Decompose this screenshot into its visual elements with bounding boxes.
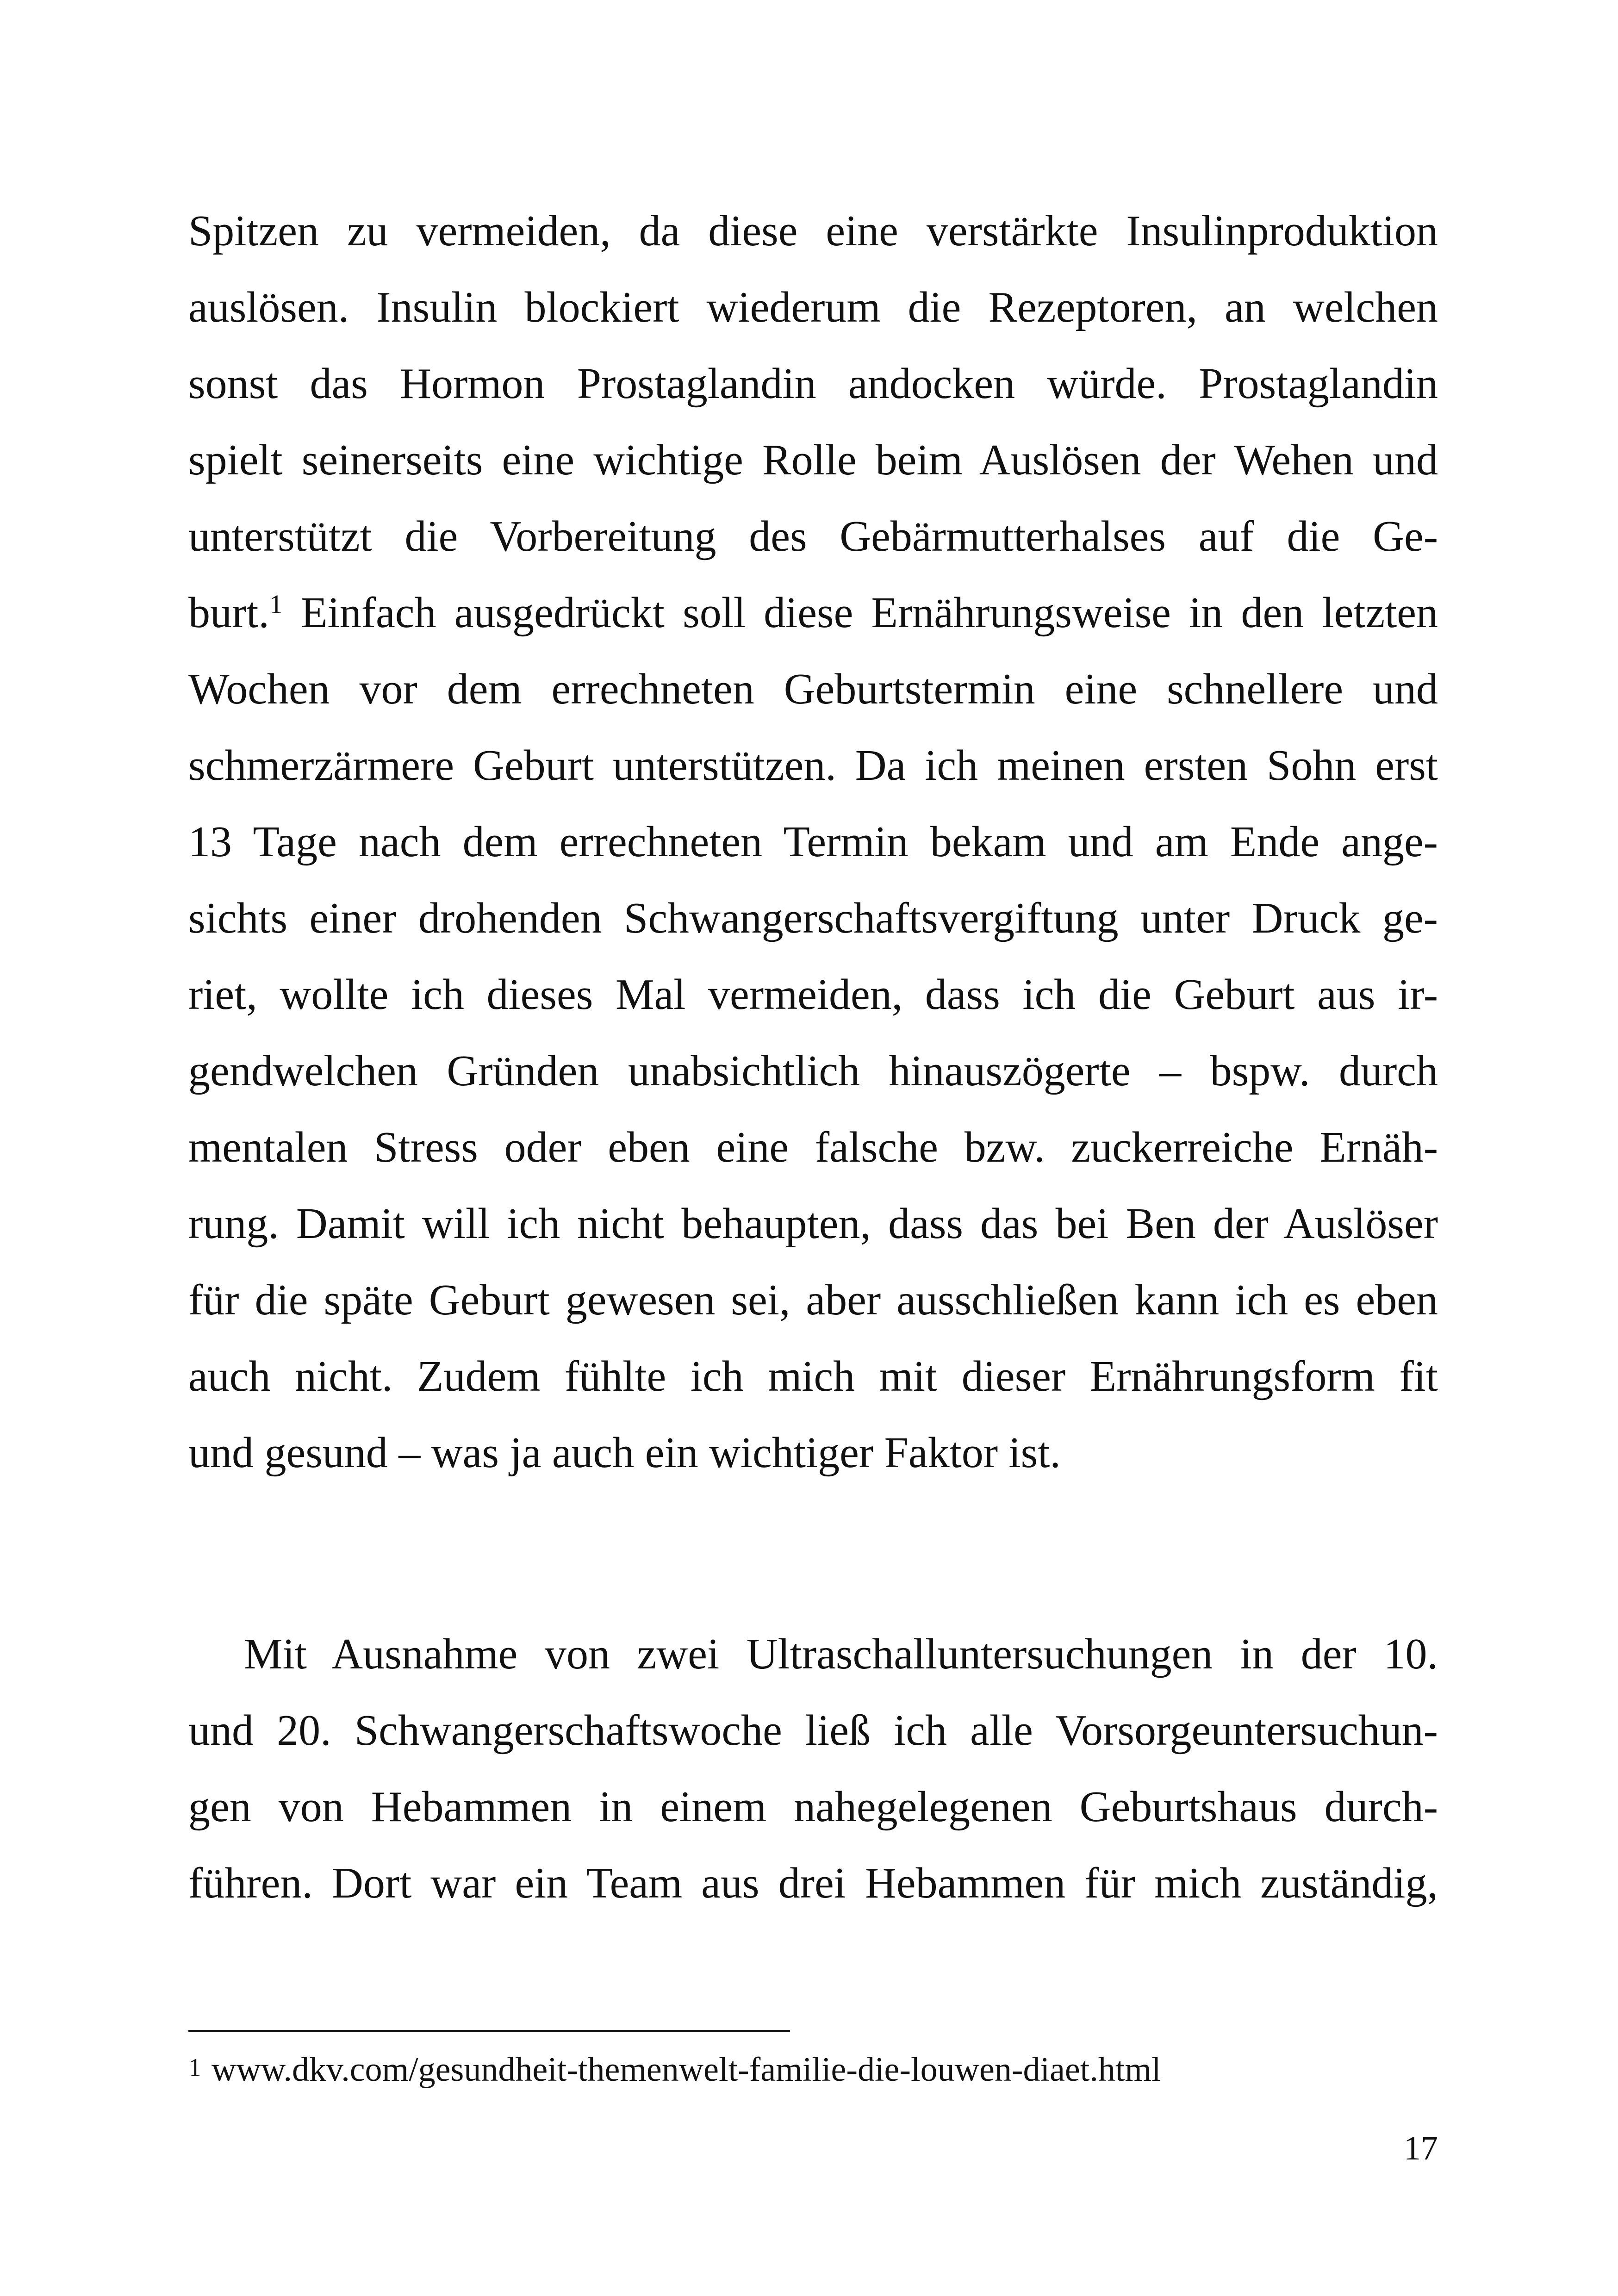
footnote-number: 1	[188, 2053, 201, 2082]
body-text-line: und 20. Schwangerschaftswoche ließ ich alle Vorsorgeuntersuchun-	[188, 1706, 1438, 1755]
body-text-line: Spitzen zu vermeiden, da diese eine verstärkte Insulinproduktion	[188, 207, 1438, 255]
body-text-line: auch nicht. Zudem fühlte ich mich mit dieser Ernährungsform fit	[188, 1352, 1438, 1400]
body-text-line: gen von Hebammen in einem nahegelegenen Geburtshaus durch-	[188, 1783, 1438, 1831]
body-text-line: führen. Dort war ein Team aus drei Hebammen für mich zuständig,	[188, 1859, 1438, 1907]
footnote-reference[interactable]: 1	[269, 589, 283, 619]
body-text-line: für die späte Geburt gewesen sei, aber ausschließen kann ich es eben	[188, 1276, 1438, 1324]
body-text-line: und gesund – was ja auch ein wichtiger Faktor ist.	[188, 1429, 1061, 1477]
body-text-line: unterstützt die Vorbereitung des Gebärmutterhalses auf die Ge-	[188, 512, 1438, 560]
footnote	[188, 2053, 1161, 2087]
body-text-segment: Einfach ausgedrückt soll diese Ernährungsweise in den letzten	[301, 589, 1438, 637]
body-text-line: schmerzärmere Geburt unterstützen. Da ich meinen ersten Sohn erst	[188, 741, 1438, 790]
body-text-line: Wochen vor dem errechneten Geburtstermin eine schnellere und	[188, 665, 1438, 713]
body-text-line: gendwelchen Gründen unabsichtlich hinauszögerte – bspw. durch	[188, 1047, 1438, 1095]
body-text-line: spielt seinerseits eine wichtige Rolle beim Auslösen der Wehen und	[188, 436, 1438, 484]
body-text-line: rung. Damit will ich nicht behaupten, dass das bei Ben der Auslöser	[188, 1200, 1438, 1248]
body-text-line: riet, wollte ich dieses Mal vermeiden, dass ich die Geburt aus ir-	[188, 971, 1438, 1019]
body-text-line	[188, 591, 1438, 635]
body-text-line: sichts einer drohenden Schwangerschaftsvergiftung unter Druck ge-	[188, 894, 1438, 942]
footnote-link[interactable]: www.dkv.com/gesundheit-themenwelt-familie-die-louwen-diaet.html	[212, 2051, 1161, 2089]
body-text-segment: burt.	[188, 589, 269, 637]
body-text-line: sonst das Hormon Prostaglandin andocken würde. Prostaglandin	[188, 360, 1438, 408]
body-text-line: mentalen Stress oder eben eine falsche bzw. zuckerreiche Ernäh-	[188, 1123, 1438, 1171]
body-text-line: Mit Ausnahme von zwei Ultraschalluntersuchungen in der 10.	[244, 1630, 1438, 1678]
footnote-separator	[188, 2030, 790, 2032]
body-text-line: auslösen. Insulin blockiert wiederum die Rezeptoren, an welchen	[188, 283, 1438, 331]
page-number: 17	[1404, 2129, 1438, 2167]
body-text-line: 13 Tage nach dem errechneten Termin bekam und am Ende ange-	[188, 818, 1438, 866]
